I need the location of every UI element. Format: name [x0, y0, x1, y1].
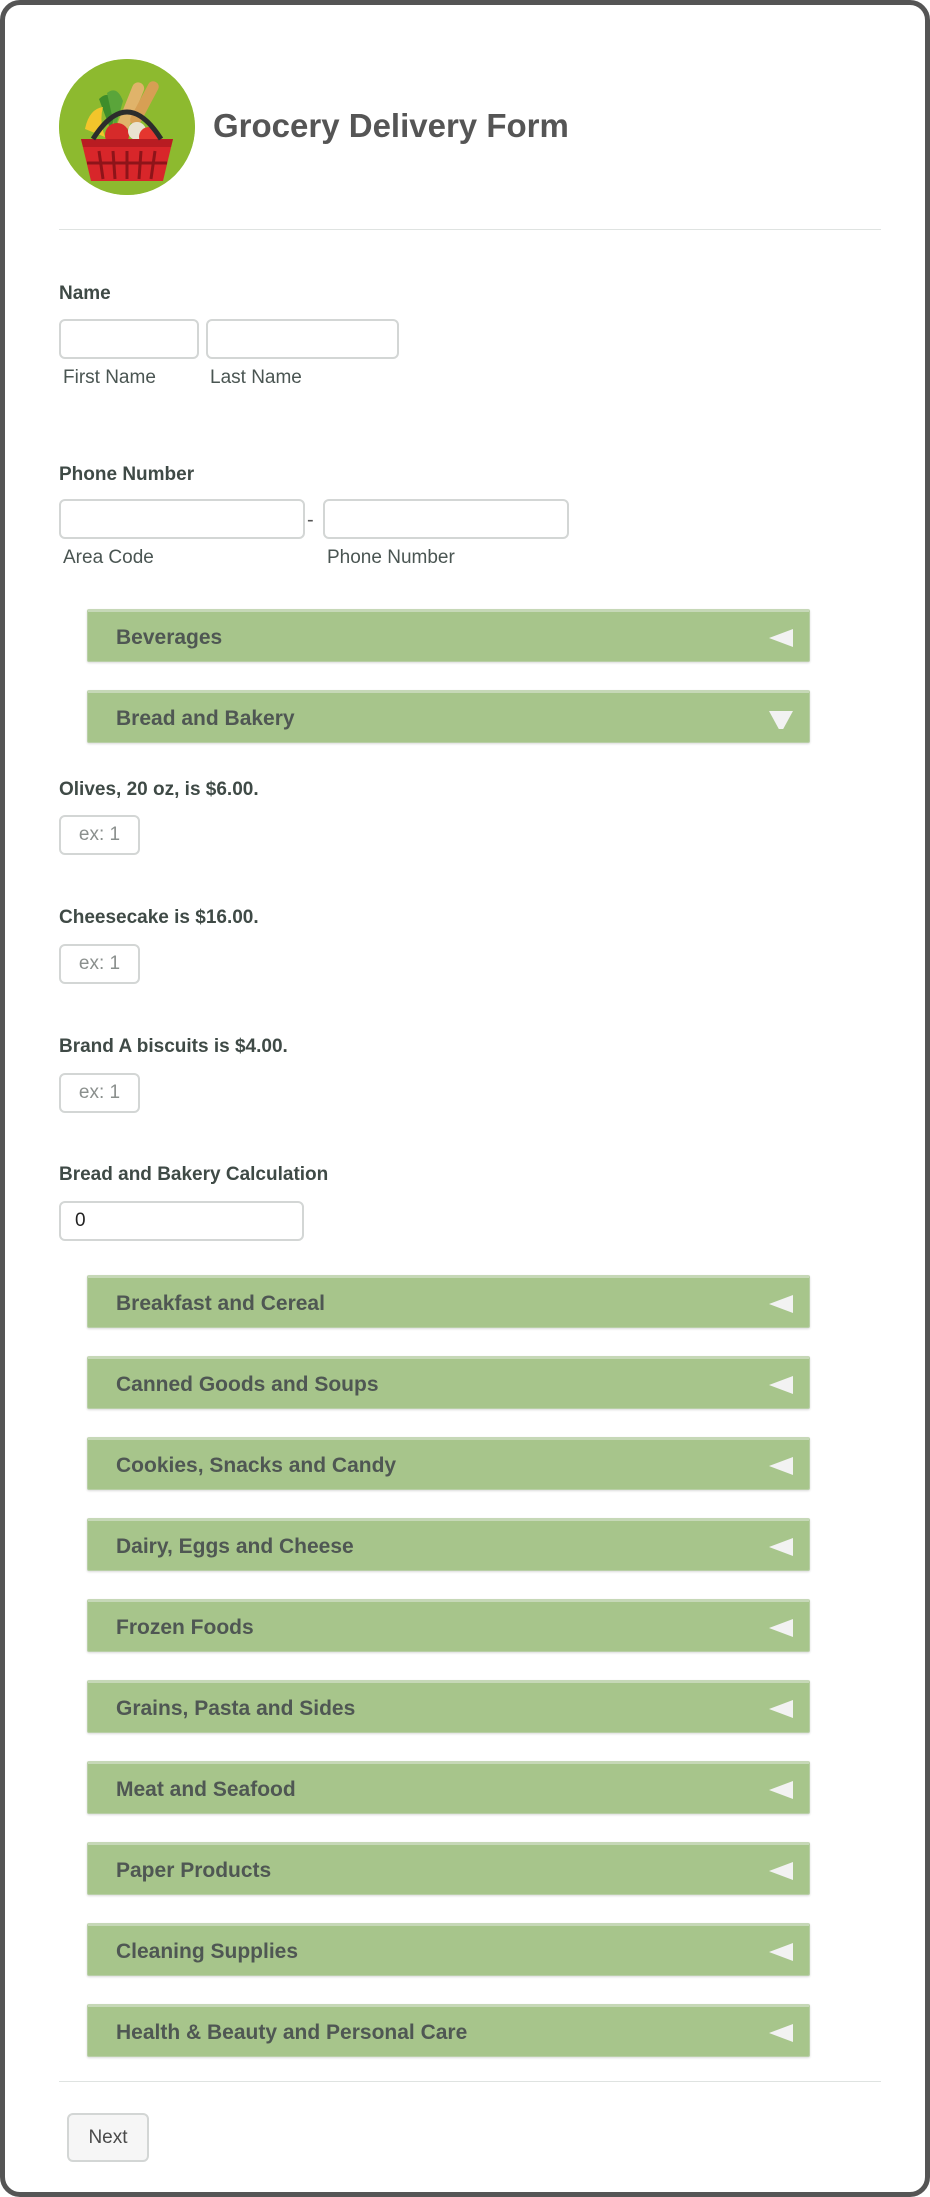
phone-label: Phone Number — [59, 464, 195, 485]
arrow-left-icon — [769, 1295, 793, 1313]
section-meat-and-seafood[interactable] — [87, 1761, 810, 1814]
section-title: Dairy, Eggs and Cheese — [116, 1535, 354, 1558]
form-header — [59, 59, 881, 231]
section-dairy-eggs-and-cheese[interactable] — [87, 1518, 810, 1571]
area-code-sublabel: Area Code — [63, 547, 154, 568]
item-label-biscuits: Brand A biscuits is $4.00. — [59, 1036, 288, 1057]
section-title: Grains, Pasta and Sides — [116, 1697, 356, 1720]
phone-number-input[interactable] — [323, 499, 569, 539]
first-name-input[interactable] — [59, 319, 199, 359]
grocery-basket-icon — [59, 59, 195, 195]
section-grains-pasta-and-sides[interactable] — [87, 1680, 810, 1733]
section-title: Health & Beauty and Personal Care — [116, 2021, 468, 2044]
section-title: Paper Products — [116, 1859, 272, 1882]
last-name-input[interactable] — [206, 319, 399, 359]
footer-divider — [59, 2081, 881, 2082]
arrow-left-icon — [769, 1700, 793, 1718]
section-frozen-foods[interactable] — [87, 1599, 810, 1652]
header-divider — [59, 229, 881, 230]
section-cookies-snacks-and-candy[interactable] — [87, 1437, 810, 1490]
section-paper-products[interactable] — [87, 1842, 810, 1895]
name-label: Name — [59, 283, 111, 304]
section-title: Cleaning Supplies — [116, 1940, 299, 1963]
bakery-calculation-input[interactable] — [59, 1201, 304, 1241]
olives-quantity-input[interactable] — [59, 815, 140, 855]
item-label-cheesecake: Cheesecake is $16.00. — [59, 907, 259, 928]
section-health-beauty-and-personal-care[interactable] — [87, 2004, 810, 2057]
item-label-olives: Olives, 20 oz, is $6.00. — [59, 779, 259, 800]
arrow-left-icon — [769, 1619, 793, 1637]
arrow-left-icon — [769, 1457, 793, 1475]
next-button[interactable]: Next — [67, 2113, 149, 2162]
arrow-left-icon — [769, 629, 793, 647]
section-cleaning-supplies[interactable] — [87, 1923, 810, 1976]
section-title: Beverages — [116, 626, 223, 649]
first-name-sublabel: First Name — [63, 367, 156, 388]
section-title: Breakfast and Cereal — [116, 1292, 325, 1315]
section-bread-and-bakery[interactable] — [87, 690, 810, 743]
area-code-input[interactable] — [59, 499, 305, 539]
form-title: Grocery Delivery Form — [213, 107, 569, 144]
section-title: Frozen Foods — [116, 1616, 254, 1639]
section-canned-goods-and-soups[interactable] — [87, 1356, 810, 1409]
arrow-left-icon — [769, 1862, 793, 1880]
phone-number-sublabel: Phone Number — [327, 547, 455, 568]
arrow-left-icon — [769, 1943, 793, 1961]
section-beverages[interactable] — [87, 609, 810, 662]
last-name-sublabel: Last Name — [210, 367, 302, 388]
biscuits-quantity-input[interactable] — [59, 1073, 140, 1113]
phone-separator: - — [307, 509, 314, 531]
section-title: Bread and Bakery — [116, 707, 295, 730]
bakery-calculation-label: Bread and Bakery Calculation — [59, 1164, 329, 1185]
arrow-left-icon — [769, 1538, 793, 1556]
arrow-down-icon — [769, 711, 793, 729]
arrow-left-icon — [769, 2024, 793, 2042]
section-title: Meat and Seafood — [116, 1778, 296, 1801]
arrow-left-icon — [769, 1781, 793, 1799]
cheesecake-quantity-input[interactable] — [59, 944, 140, 984]
section-title: Canned Goods and Soups — [116, 1373, 379, 1396]
arrow-left-icon — [769, 1376, 793, 1394]
section-title: Cookies, Snacks and Candy — [116, 1454, 397, 1477]
section-breakfast-and-cereal[interactable] — [87, 1275, 810, 1328]
